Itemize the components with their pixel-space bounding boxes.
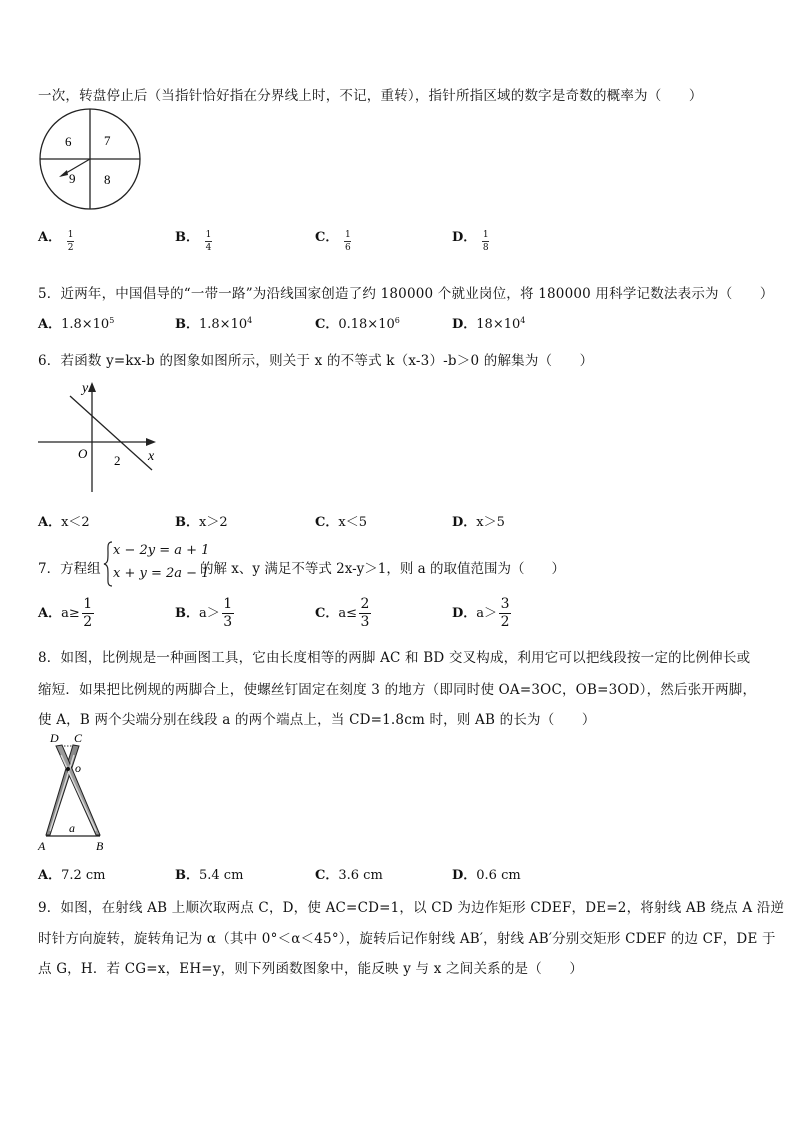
q7-option-b[interactable] <box>175 597 234 630</box>
q8-option-c-label: C． <box>315 868 339 883</box>
q8-label-b: B <box>96 839 104 853</box>
q6-option-d[interactable] <box>452 511 505 530</box>
q4-option-d-den: 8 <box>482 243 489 253</box>
q4-option-c-fraction <box>344 230 351 253</box>
q7-option-d-label: D． <box>452 606 477 621</box>
q5-option-a-base: 1.8×10 <box>61 317 110 332</box>
q8-option-b[interactable] <box>175 864 243 883</box>
q7-option-b-den: 3 <box>223 614 233 630</box>
q7-option-c-num: 2 <box>360 596 370 612</box>
q8-option-d-text: 0.6 cm <box>476 868 521 883</box>
q8-option-c-text: 3.6 cm <box>338 868 383 883</box>
q4-option-d-label: D． <box>452 230 477 245</box>
q5-option-c[interactable] <box>315 313 400 332</box>
q8-line-1: 8．如图，比例规是一种画图工具，它由长度相等的两脚 AC 和 BD 交叉构成，利用它可以把线段按一定的比例伸长或 <box>38 650 751 666</box>
q7-option-a-label: A． <box>38 606 62 621</box>
q6-option-c[interactable] <box>315 511 367 530</box>
q7-option-a-num: 1 <box>83 596 93 612</box>
q7-option-c-label: C． <box>315 606 339 621</box>
q7-option-d[interactable] <box>452 597 511 630</box>
q6-y-label: y <box>82 381 89 396</box>
q7-option-a-den: 2 <box>83 614 93 630</box>
q5-option-b[interactable] <box>175 313 252 332</box>
q8-option-d[interactable] <box>452 864 521 883</box>
q4-option-b-den: 4 <box>205 243 212 253</box>
q6-x-axis-arrow-icon <box>146 438 156 446</box>
q4-option-c[interactable] <box>315 222 351 253</box>
q7-equation-2: x + y = 2a − 1 <box>113 566 210 581</box>
q6-option-a-label: A． <box>38 515 62 530</box>
spinner-number-6: 6 <box>65 134 72 149</box>
q5-option-b-label: B． <box>175 317 199 332</box>
q6-option-c-label: C． <box>315 515 339 530</box>
q7-option-a-fraction <box>82 597 94 630</box>
q7-stem-suffix: 的解 x、y 满足不等式 2x-y＞1，则 a 的取值范围为（ ） <box>200 561 565 577</box>
q5-option-c-base: 0.18×10 <box>338 317 395 332</box>
q7-option-b-num: 1 <box>223 596 233 612</box>
q8-line-2: 缩短．如果把比例规的两脚合上，使螺丝钉固定在刻度 3 的地方（即同时使 OA=3OC，OB=3OD），然后张开两脚， <box>38 682 757 698</box>
q8-label-a: A <box>38 839 46 853</box>
q7-equation-1: x − 2y = a + 1 <box>113 543 210 558</box>
q5-option-d-label: D． <box>452 317 477 332</box>
q7-option-d-num: 3 <box>500 596 510 612</box>
q7-option-a[interactable] <box>38 597 94 630</box>
q9-line-3: 点 G，H．若 CG=x，EH=y，则下列函数图象中，能反映 y 与 x 之间关系的是（ ） <box>38 961 584 977</box>
q5-option-d[interactable] <box>452 313 525 332</box>
q7-option-c[interactable] <box>315 597 371 630</box>
q8-label-c: C <box>74 731 83 745</box>
q7-option-d-rel: a＞ <box>476 606 498 621</box>
q5-option-a-label: A． <box>38 317 62 332</box>
q4-option-b-label: B． <box>175 230 199 245</box>
q6-intercept-label: 2 <box>114 453 121 468</box>
q8-label-d: D <box>50 731 59 745</box>
q4-option-b-num: 1 <box>205 230 212 240</box>
q4-option-a-num: 1 <box>67 230 74 240</box>
q4-option-c-num: 1 <box>344 230 351 240</box>
q4-option-a-fraction <box>67 230 74 253</box>
q8-option-b-text: 5.4 cm <box>199 868 244 883</box>
q5-option-d-base: 18×10 <box>476 317 521 332</box>
q4-option-d[interactable] <box>452 222 489 253</box>
q5-option-a[interactable] <box>38 313 114 332</box>
q7-brace-icon <box>103 541 113 587</box>
q8-pivot-screw-icon <box>66 767 70 771</box>
q6-option-d-text: x＞5 <box>476 515 505 530</box>
q7-option-b-fraction <box>222 597 234 630</box>
q5-option-d-exp: 4 <box>520 316 526 325</box>
q4-option-a-den: 2 <box>67 243 74 253</box>
q4-option-a-label: A． <box>38 230 62 245</box>
q4-stem: 一次，转盘停止后（当指针恰好指在分界线上时，不记，重转），指针所指区域的数字是奇数的概率为（ ） <box>38 88 703 104</box>
q7-option-b-rel: a＞ <box>199 606 220 621</box>
q5-option-c-label: C． <box>315 317 339 332</box>
q5-option-c-exp: 6 <box>394 316 400 325</box>
q7-option-c-rel: a≤ <box>338 606 358 621</box>
q4-option-d-num: 1 <box>482 230 489 240</box>
spinner-figure <box>37 107 143 211</box>
q6-option-b[interactable] <box>175 511 228 530</box>
q5-stem: 5．近两年，中国倡导的“一带一路”为沿线国家创造了约 180000 个就业岗位，将 180000 用科学记数法表示为（ ） <box>38 286 774 302</box>
q6-option-a[interactable] <box>38 511 90 530</box>
q7-option-d-den: 2 <box>500 614 510 630</box>
spinner-number-9: 9 <box>69 171 76 186</box>
q6-option-b-text: x＞2 <box>199 515 228 530</box>
q4-option-c-den: 6 <box>344 243 351 253</box>
q8-proportional-compass-figure <box>36 731 110 853</box>
q8-label-o: o <box>75 761 81 775</box>
q6-graph <box>36 378 164 496</box>
q8-label-segment-a: a <box>69 821 75 835</box>
q4-option-d-fraction <box>482 230 489 253</box>
q9-line-2: 时针方向旋转，旋转角记为 α（其中 0°＜α＜45°），旋转后记作射线 AB′，射线 AB′分别交矩形 CDEF 的边 CF，DE 于 <box>38 931 776 947</box>
q7-stem-prefix: 7．方程组 <box>38 561 101 577</box>
q9-line-1: 9．如图，在射线 AB 上顺次取两点 C，D，使 AC=CD=1，以 CD 为边作矩形 CDEF，DE=2，将射线 AB 绕点 A 沿逆 <box>38 900 785 916</box>
q7-option-b-label: B． <box>175 606 199 621</box>
q7-option-a-rel: a≥ <box>61 606 80 621</box>
q6-x-label: x <box>148 449 155 464</box>
q8-option-c[interactable] <box>315 864 383 883</box>
q8-line-3: 使 A，B 两个尖端分别在线段 a 的两个端点上，当 CD=1.8cm 时，则 AB 的长为（ ） <box>38 712 596 728</box>
q8-option-a[interactable] <box>38 864 106 883</box>
q6-option-a-text: x＜2 <box>61 515 90 530</box>
q6-option-c-text: x＜5 <box>338 515 367 530</box>
q6-y-axis-arrow-icon <box>88 382 96 392</box>
q6-option-d-label: D． <box>452 515 477 530</box>
spinner-pointer-arrowhead-icon <box>59 170 68 177</box>
q8-option-a-text: 7.2 cm <box>61 868 106 883</box>
q4-option-c-label: C． <box>315 230 339 245</box>
q5-option-a-exp: 5 <box>109 316 115 325</box>
q4-option-b[interactable] <box>175 222 212 253</box>
spinner-number-8: 8 <box>104 172 111 187</box>
q7-option-c-fraction <box>359 597 371 630</box>
q4-option-a[interactable] <box>38 222 74 253</box>
q8-option-d-label: D． <box>452 868 477 883</box>
q7-option-d-fraction <box>499 597 511 630</box>
q5-option-b-base: 1.8×10 <box>199 317 248 332</box>
q6-stem: 6．若函数 y=kx-b 的图象如图所示，则关于 x 的不等式 k（x-3）-b＞0 的解集为（ ） <box>38 353 594 369</box>
q8-option-b-label: B． <box>175 868 199 883</box>
spinner-number-7: 7 <box>104 133 111 148</box>
q6-origin-label: O <box>78 446 88 461</box>
q8-option-a-label: A． <box>38 868 62 883</box>
q4-option-b-fraction <box>205 230 212 253</box>
q5-option-b-exp: 4 <box>247 316 253 325</box>
q6-option-b-label: B． <box>175 515 199 530</box>
q7-option-c-den: 3 <box>360 614 370 630</box>
